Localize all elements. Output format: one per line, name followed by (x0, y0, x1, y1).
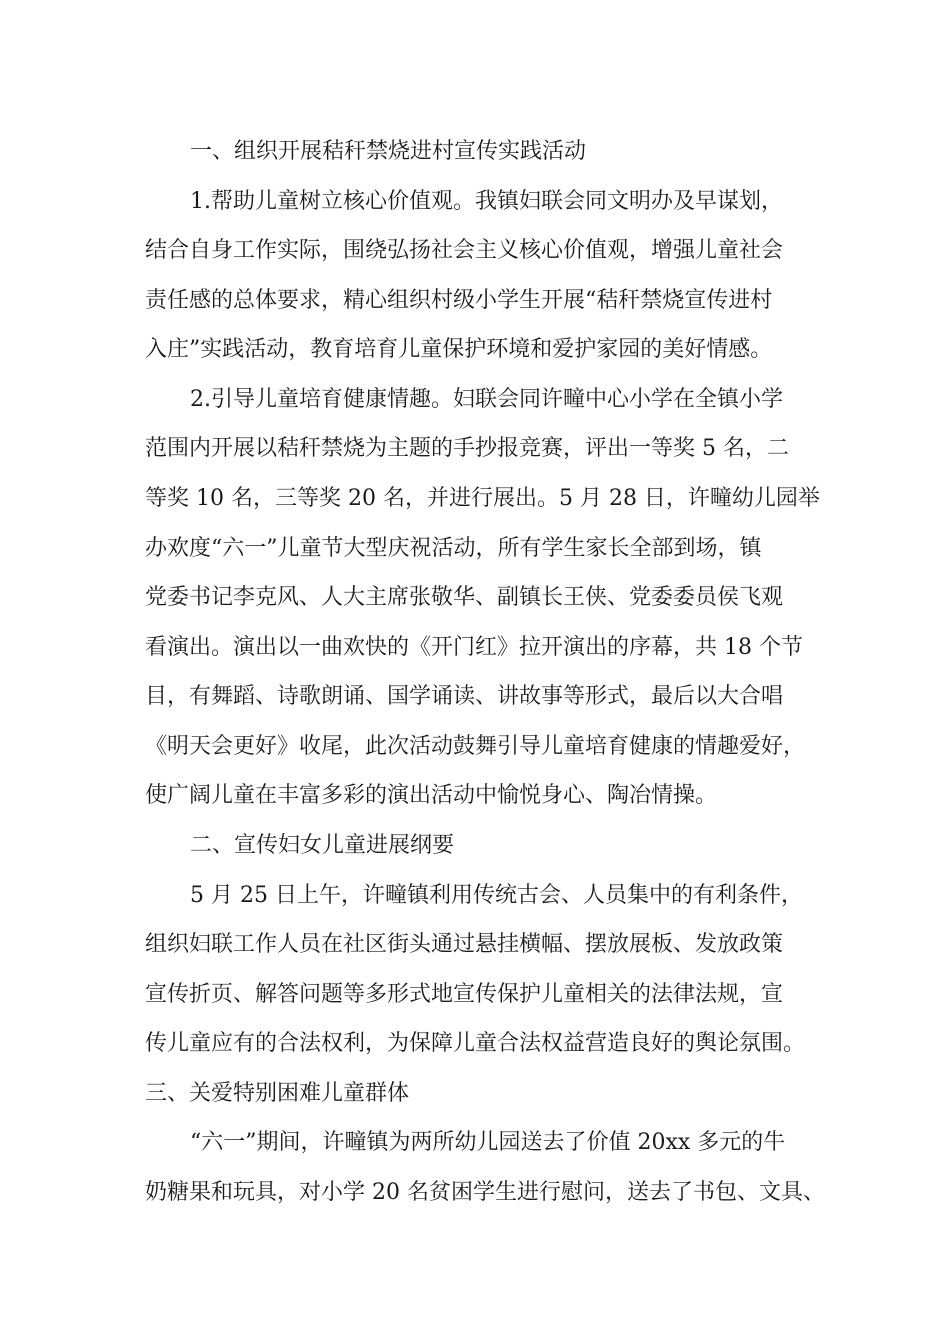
paragraph-line: 使广阔儿童在丰富多彩的演出活动中愉悦身心、陶冶情操。 (145, 783, 718, 808)
paragraph-line: 责任感的总体要求，精心组织村级小学生开展“秸秆禁烧宣传进村 (145, 288, 773, 313)
paragraph-line: 党委书记李克风、人大主席张敬华、副镇长王侠、党委委员侯飞观 (145, 585, 784, 610)
paragraph-line: 组织妇联工作人员在社区街头通过悬挂横幅、摆放展板、发放政策 (145, 932, 784, 957)
paragraph-line: 《明天会更好》收尾，此次活动鼓舞引导儿童培育健康的情趣爱好， (145, 734, 806, 759)
paragraph-line: 1.帮助儿童树立核心价值观。我镇妇联会同文明办及早谋划， (190, 189, 783, 214)
paragraph-line: 范围内开展以秸秆禁烧为主题的手抄报竞赛，评出一等奖 5 名，二 (145, 436, 789, 461)
section-heading-3: 三、关爱特别困难儿童群体 (145, 1081, 410, 1106)
section-heading-1: 一、组织开展秸秆禁烧进村宣传实践活动 (190, 139, 587, 164)
paragraph-line: 办欢度“六一”儿童节大型庆祝活动，所有学生家长全部到场，镇 (145, 536, 762, 561)
paragraph-line: 2.引导儿童培育健康情趣。妇联会同许疃中心小学在全镇小学 (190, 387, 783, 412)
paragraph-line: 结合自身工作实际，围绕弘扬社会主义核心价值观，增强儿童社会 (145, 238, 784, 263)
paragraph-line: 传儿童应有的合法权利，为保障儿童合法权益营造良好的舆论氛围。 (145, 1031, 806, 1056)
paragraph-line: 宣传折页、解答问题等多形式地宣传保护儿童相关的法律法规，宣 (145, 982, 784, 1007)
paragraph-line: 入庄”实践活动，教育培育儿童保护环境和爱护家园的美好情感。 (145, 337, 773, 362)
paragraph-line: 等奖 10 名，三等奖 20 名，并进行展出。5 月 28 日，许疃幼儿园举 (145, 486, 820, 511)
paragraph-line: “六一”期间，许疃镇为两所幼儿园送去了价值 20xx 多元的牛 (190, 1130, 786, 1155)
section-heading-2: 二、宣传妇女儿童进展纲要 (190, 833, 455, 858)
paragraph-line: 5 月 25 日上午，许疃镇利用传统古会、人员集中的有利条件， (190, 883, 803, 908)
paragraph-line: 目，有舞蹈、诗歌朗诵、国学诵读、讲故事等形式，最后以大合唱 (145, 684, 784, 709)
paragraph-line: 奶糖果和玩具，对小学 20 名贫困学生进行慰问，送去了书包、文具、 (145, 1180, 825, 1205)
paragraph-line: 看演出。演出以一曲欢快的《开门红》拉开演出的序幕，共 18 个节 (145, 635, 803, 660)
